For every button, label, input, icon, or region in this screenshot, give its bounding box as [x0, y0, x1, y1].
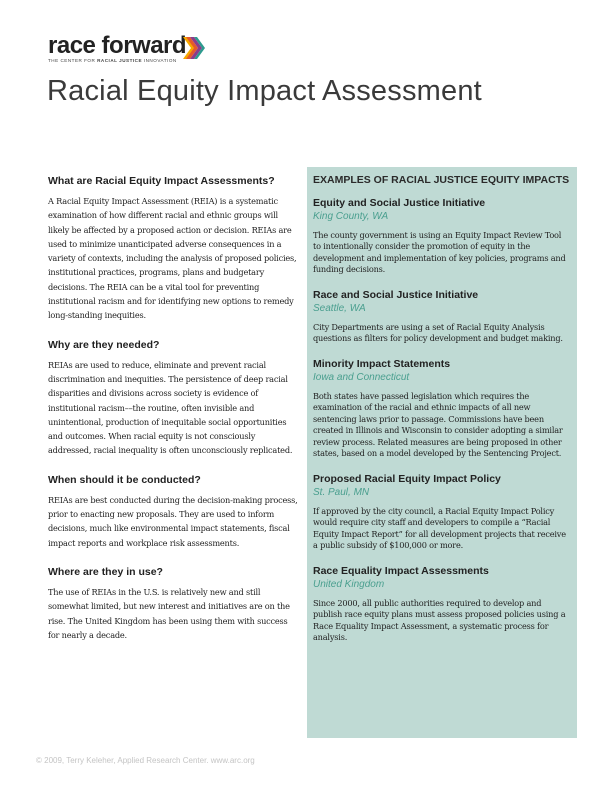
section-body: REIAs are best conducted during the decision-making process, prior to enacting new proposals. They are used to inform decisions, much like environmental impact statements, fiscal impact reports and workplace risk assessments. — [48, 494, 298, 548]
example-item — [313, 197, 571, 276]
section-body: REIAs are used to reduce, eliminate and prevent racial discrimination and inequities. The persistence of deep racial disparities and divisions across society is evidence of institutional racism––the routine, often invisible and unintentional, production of inequitable social opportunities and outcomes. When racial equity is not consciously addressed, racial inequality is often unconsciously replicated. — [48, 359, 293, 456]
section-heading: Where are they in use? — [48, 565, 163, 578]
section-what — [48, 175, 300, 323]
logo-tagline: THE CENTER FOR RACIAL JUSTICE INNOVATION — [48, 58, 177, 63]
example-body: Since 2000, all public authorities required to develop and publish race equity plans must assess proposed policies using a Race Equality Impact Assessment, a systematic process for analysis. — [313, 597, 566, 642]
section-heading: When should it be conducted? — [48, 473, 201, 486]
example-title: Race Equality Impact Assessments — [313, 564, 489, 577]
example-location: Iowa and Connecticut — [313, 371, 410, 383]
section-why — [48, 339, 300, 458]
section-body: A Racial Equity Impact Assessment (REIA) is a systematic examination of how different racial and ethnic groups will likely be affected by a proposed action or decision. REIAs are used to minimize unanticipated adverse consequences in a variety of contexts, including the analysis of proposed policies, institutional practices, programs, plans and budgetary decisions. The REIA can be a vital tool for preventing institutional racism and for identifying new options to remedy long-standing inequities. — [48, 196, 297, 321]
example-location: King County, WA — [313, 210, 389, 222]
section-where — [48, 566, 300, 642]
example-item — [313, 289, 571, 345]
example-title: Proposed Racial Equity Impact Policy — [313, 472, 501, 485]
example-location: Seattle, WA — [313, 302, 366, 314]
example-body: The county government is using an Equity Impact Review Tool to intentionally consider the promotion of equity in the development and implementation of key policies, programs and funding decisions. — [313, 229, 566, 274]
left-column — [48, 175, 300, 658]
race-forward-logo — [48, 33, 208, 65]
example-item — [313, 565, 571, 644]
example-location: United Kingdom — [313, 578, 385, 590]
page-title: Racial Equity Impact Assessment — [47, 75, 482, 107]
example-location: St. Paul, MN — [313, 486, 370, 498]
example-item — [313, 358, 571, 460]
logo-wordmark: race forward — [48, 32, 187, 59]
section-body: The use of REIAs in the U.S. is relatively new and still somewhat limited, but new interest and initiatives are on the rise. The United Kingdom has been using them with success for nearly a decade. — [48, 586, 290, 640]
example-item — [313, 473, 571, 552]
section-when — [48, 474, 300, 550]
section-heading: What are Racial Equity Impact Assessments? — [48, 175, 275, 187]
example-title: Equity and Social Justice Initiative — [313, 196, 486, 209]
examples-heading: EXAMPLES OF RACIAL JUSTICE EQUITY IMPACTS — [313, 174, 570, 186]
example-title: Minority Impact Statements — [313, 357, 451, 370]
example-body: If approved by the city council, a Racial Equity Impact Policy would require city staff and developers to compile a “Racial Equity Impact Report” for all development projects that receive a public subsidy of $100,000 or more. — [313, 505, 566, 550]
example-body: City Departments are using a set of Racial Equity Analysis questions as filters for policy development and budget making. — [313, 321, 563, 343]
example-body: Both states have passed legislation which requires the examination of the racial and ethnic impacts of all new sentencing laws prior to passage. Commissions have been created in Illinois and Wisconsin to consider adopting a similar review process. Related measures are being proposed in other states, based on a model developed by the Sentencing Project. — [313, 390, 563, 458]
copyright-footer: © 2009, Terry Keleher, Applied Research Center. www.arc.org — [36, 756, 255, 765]
examples-panel — [307, 167, 577, 738]
example-title: Race and Social Justice Initiative — [313, 288, 479, 301]
section-heading: Why are they needed? — [48, 338, 160, 351]
logo-chevron-icon — [183, 37, 205, 59]
